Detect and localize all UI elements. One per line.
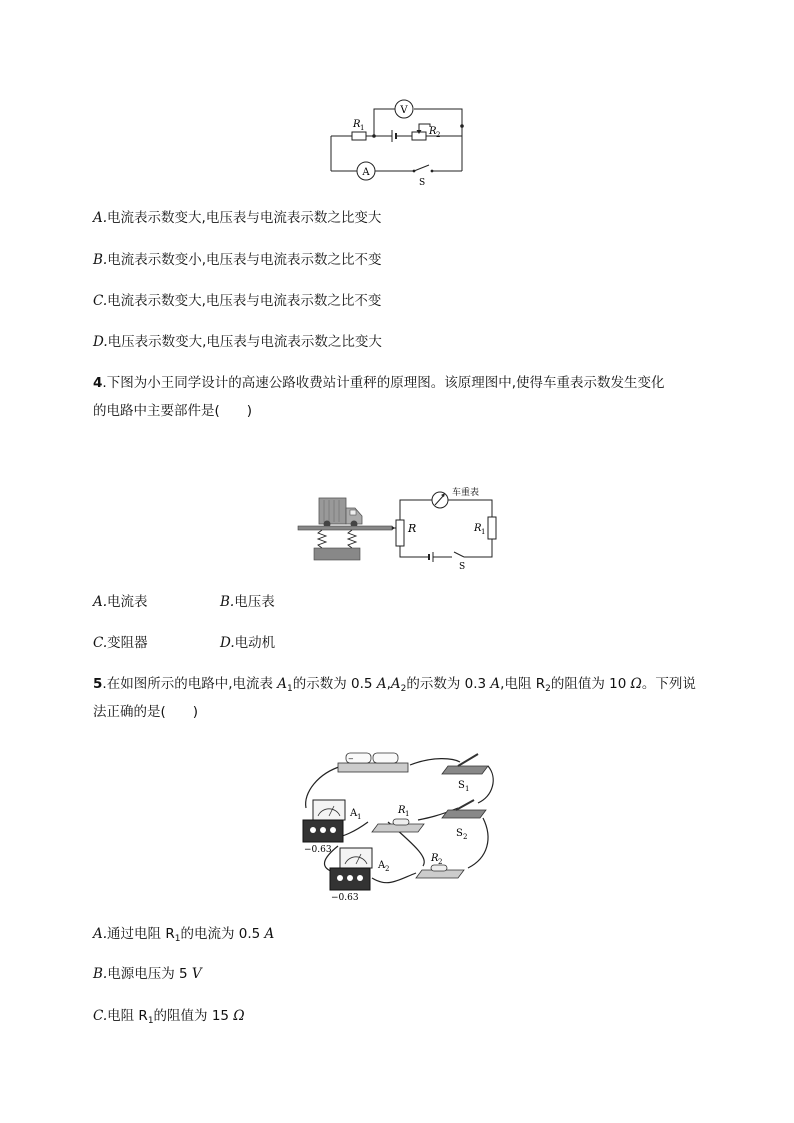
r2-label: R bbox=[431, 853, 439, 864]
ammeter-symbol: A bbox=[277, 676, 288, 692]
option-letter: A. bbox=[93, 594, 108, 610]
option-text: 电压表示数变大,电压表与电流表示数之比变大 bbox=[107, 334, 382, 350]
question-number: 4 bbox=[93, 375, 103, 391]
option-letter: B. bbox=[93, 252, 108, 268]
option-letter: D. bbox=[220, 635, 235, 651]
q4-stem-line1 bbox=[93, 373, 665, 393]
q3-option-b[interactable] bbox=[93, 250, 382, 270]
q4-option-a[interactable] bbox=[93, 592, 148, 612]
option-text: 通过电阻 R bbox=[107, 926, 175, 942]
subscript: 1 bbox=[147, 1016, 154, 1026]
circuit-diagram-1 bbox=[326, 96, 468, 186]
a1-label: A bbox=[350, 808, 358, 819]
r1-label: R bbox=[474, 523, 482, 534]
r1-subscript: 1 bbox=[405, 810, 410, 818]
q4-option-d[interactable] bbox=[220, 633, 275, 653]
meter-label: 车重表 bbox=[452, 488, 480, 498]
svg-text:−: − bbox=[348, 755, 354, 763]
s1-label: S bbox=[458, 780, 465, 791]
q5-stem-line2 bbox=[93, 702, 198, 722]
option-letter: C. bbox=[93, 293, 108, 309]
option-letter: D. bbox=[93, 334, 108, 350]
option-text: 电阻 R bbox=[107, 1008, 148, 1024]
option-letter: B. bbox=[93, 966, 108, 982]
s2-label: S bbox=[456, 828, 463, 839]
q5-option-b[interactable] bbox=[93, 964, 202, 984]
stem-text: .下图为小王同学设计的高速公路收费站计重秤的原理图。该原理图中,使得车重表示数发生变化 bbox=[102, 375, 665, 391]
r2-subscript: 2 bbox=[438, 858, 443, 866]
option-text: 的电流为 0.5 bbox=[180, 926, 265, 942]
option-letter: A. bbox=[93, 210, 108, 226]
unit: Ω bbox=[630, 676, 642, 692]
voltmeter-label: V bbox=[400, 105, 408, 116]
r2-label: R bbox=[429, 126, 437, 137]
option-text: 的阻值为 15 bbox=[153, 1008, 234, 1024]
unit: A bbox=[376, 676, 387, 692]
option-text: 电流表示数变大,电压表与电流表示数之比不变 bbox=[107, 293, 382, 309]
q3-option-a[interactable] bbox=[93, 208, 381, 228]
r2-subscript: 2 bbox=[436, 131, 441, 139]
a1-terminal-label: −0.63 bbox=[304, 845, 332, 855]
option-text: 电流表示数变大,电压表与电流表示数之比变大 bbox=[107, 210, 382, 226]
option-text: 变阻器 bbox=[107, 635, 148, 651]
q3-option-c[interactable] bbox=[93, 291, 381, 311]
option-text: 电压表 bbox=[234, 594, 275, 610]
subscript: 2 bbox=[400, 684, 407, 694]
option-text: 电动机 bbox=[234, 635, 276, 651]
stem-text: ,电阻 R bbox=[500, 676, 546, 692]
q5-option-c[interactable] bbox=[93, 1006, 245, 1031]
s2-subscript: 2 bbox=[463, 833, 468, 841]
unit: A bbox=[490, 676, 501, 692]
subscript: 1 bbox=[174, 934, 181, 944]
unit: V bbox=[191, 966, 202, 982]
subscript: 1 bbox=[287, 684, 293, 694]
a1-subscript: 1 bbox=[357, 813, 362, 821]
switch-label: S bbox=[459, 562, 466, 572]
q4-stem-line2 bbox=[93, 401, 252, 421]
ammeter-label: A bbox=[362, 167, 370, 178]
subscript: 2 bbox=[545, 684, 551, 694]
q5-stem-line1 bbox=[93, 674, 696, 699]
q5-option-a[interactable] bbox=[93, 924, 274, 949]
unit: A bbox=[264, 926, 275, 942]
option-text: 电流表示数变小,电压表与电流表示数之比不变 bbox=[107, 252, 382, 268]
question-number: 5 bbox=[93, 676, 103, 692]
a2-label: A bbox=[378, 860, 386, 871]
r-label: R bbox=[408, 522, 417, 535]
r1-subscript: 1 bbox=[360, 124, 365, 132]
option-text: 电流表 bbox=[107, 594, 148, 610]
s1-subscript: 1 bbox=[465, 785, 470, 793]
r1-label: R bbox=[353, 119, 361, 130]
switch-label: S bbox=[419, 178, 426, 186]
ammeter-symbol: A bbox=[390, 676, 401, 692]
a2-terminal-label: −0.63 bbox=[331, 893, 359, 903]
stem-text: 法正确的是( ) bbox=[93, 704, 199, 720]
r1-label: R bbox=[398, 805, 406, 816]
q4-option-c[interactable] bbox=[93, 633, 148, 653]
stem-text: .在如图所示的电路中,电流表 bbox=[102, 676, 278, 692]
stem-text: 的示数为 0.3 bbox=[406, 676, 491, 692]
option-letter: B. bbox=[220, 594, 235, 610]
stem-text: , bbox=[386, 676, 391, 692]
weighbridge-diagram bbox=[294, 480, 504, 574]
option-letter: C. bbox=[93, 635, 108, 651]
q4-option-b[interactable] bbox=[220, 592, 275, 612]
stem-text: 。下列说 bbox=[641, 676, 696, 692]
stem-text: 的阻值为 10 bbox=[550, 676, 631, 692]
option-letter: C. bbox=[93, 1008, 108, 1024]
unit: Ω bbox=[233, 1008, 245, 1024]
physical-circuit-illustration bbox=[298, 748, 498, 906]
option-text: 电源电压为 5 bbox=[107, 966, 192, 982]
q3-option-d[interactable] bbox=[93, 332, 382, 352]
a2-subscript: 2 bbox=[385, 865, 390, 873]
r1-subscript: 1 bbox=[481, 528, 486, 536]
stem-text: 的示数为 0.5 bbox=[292, 676, 377, 692]
option-letter: A. bbox=[93, 926, 108, 942]
stem-text: 的电路中主要部件是( ) bbox=[93, 403, 253, 419]
